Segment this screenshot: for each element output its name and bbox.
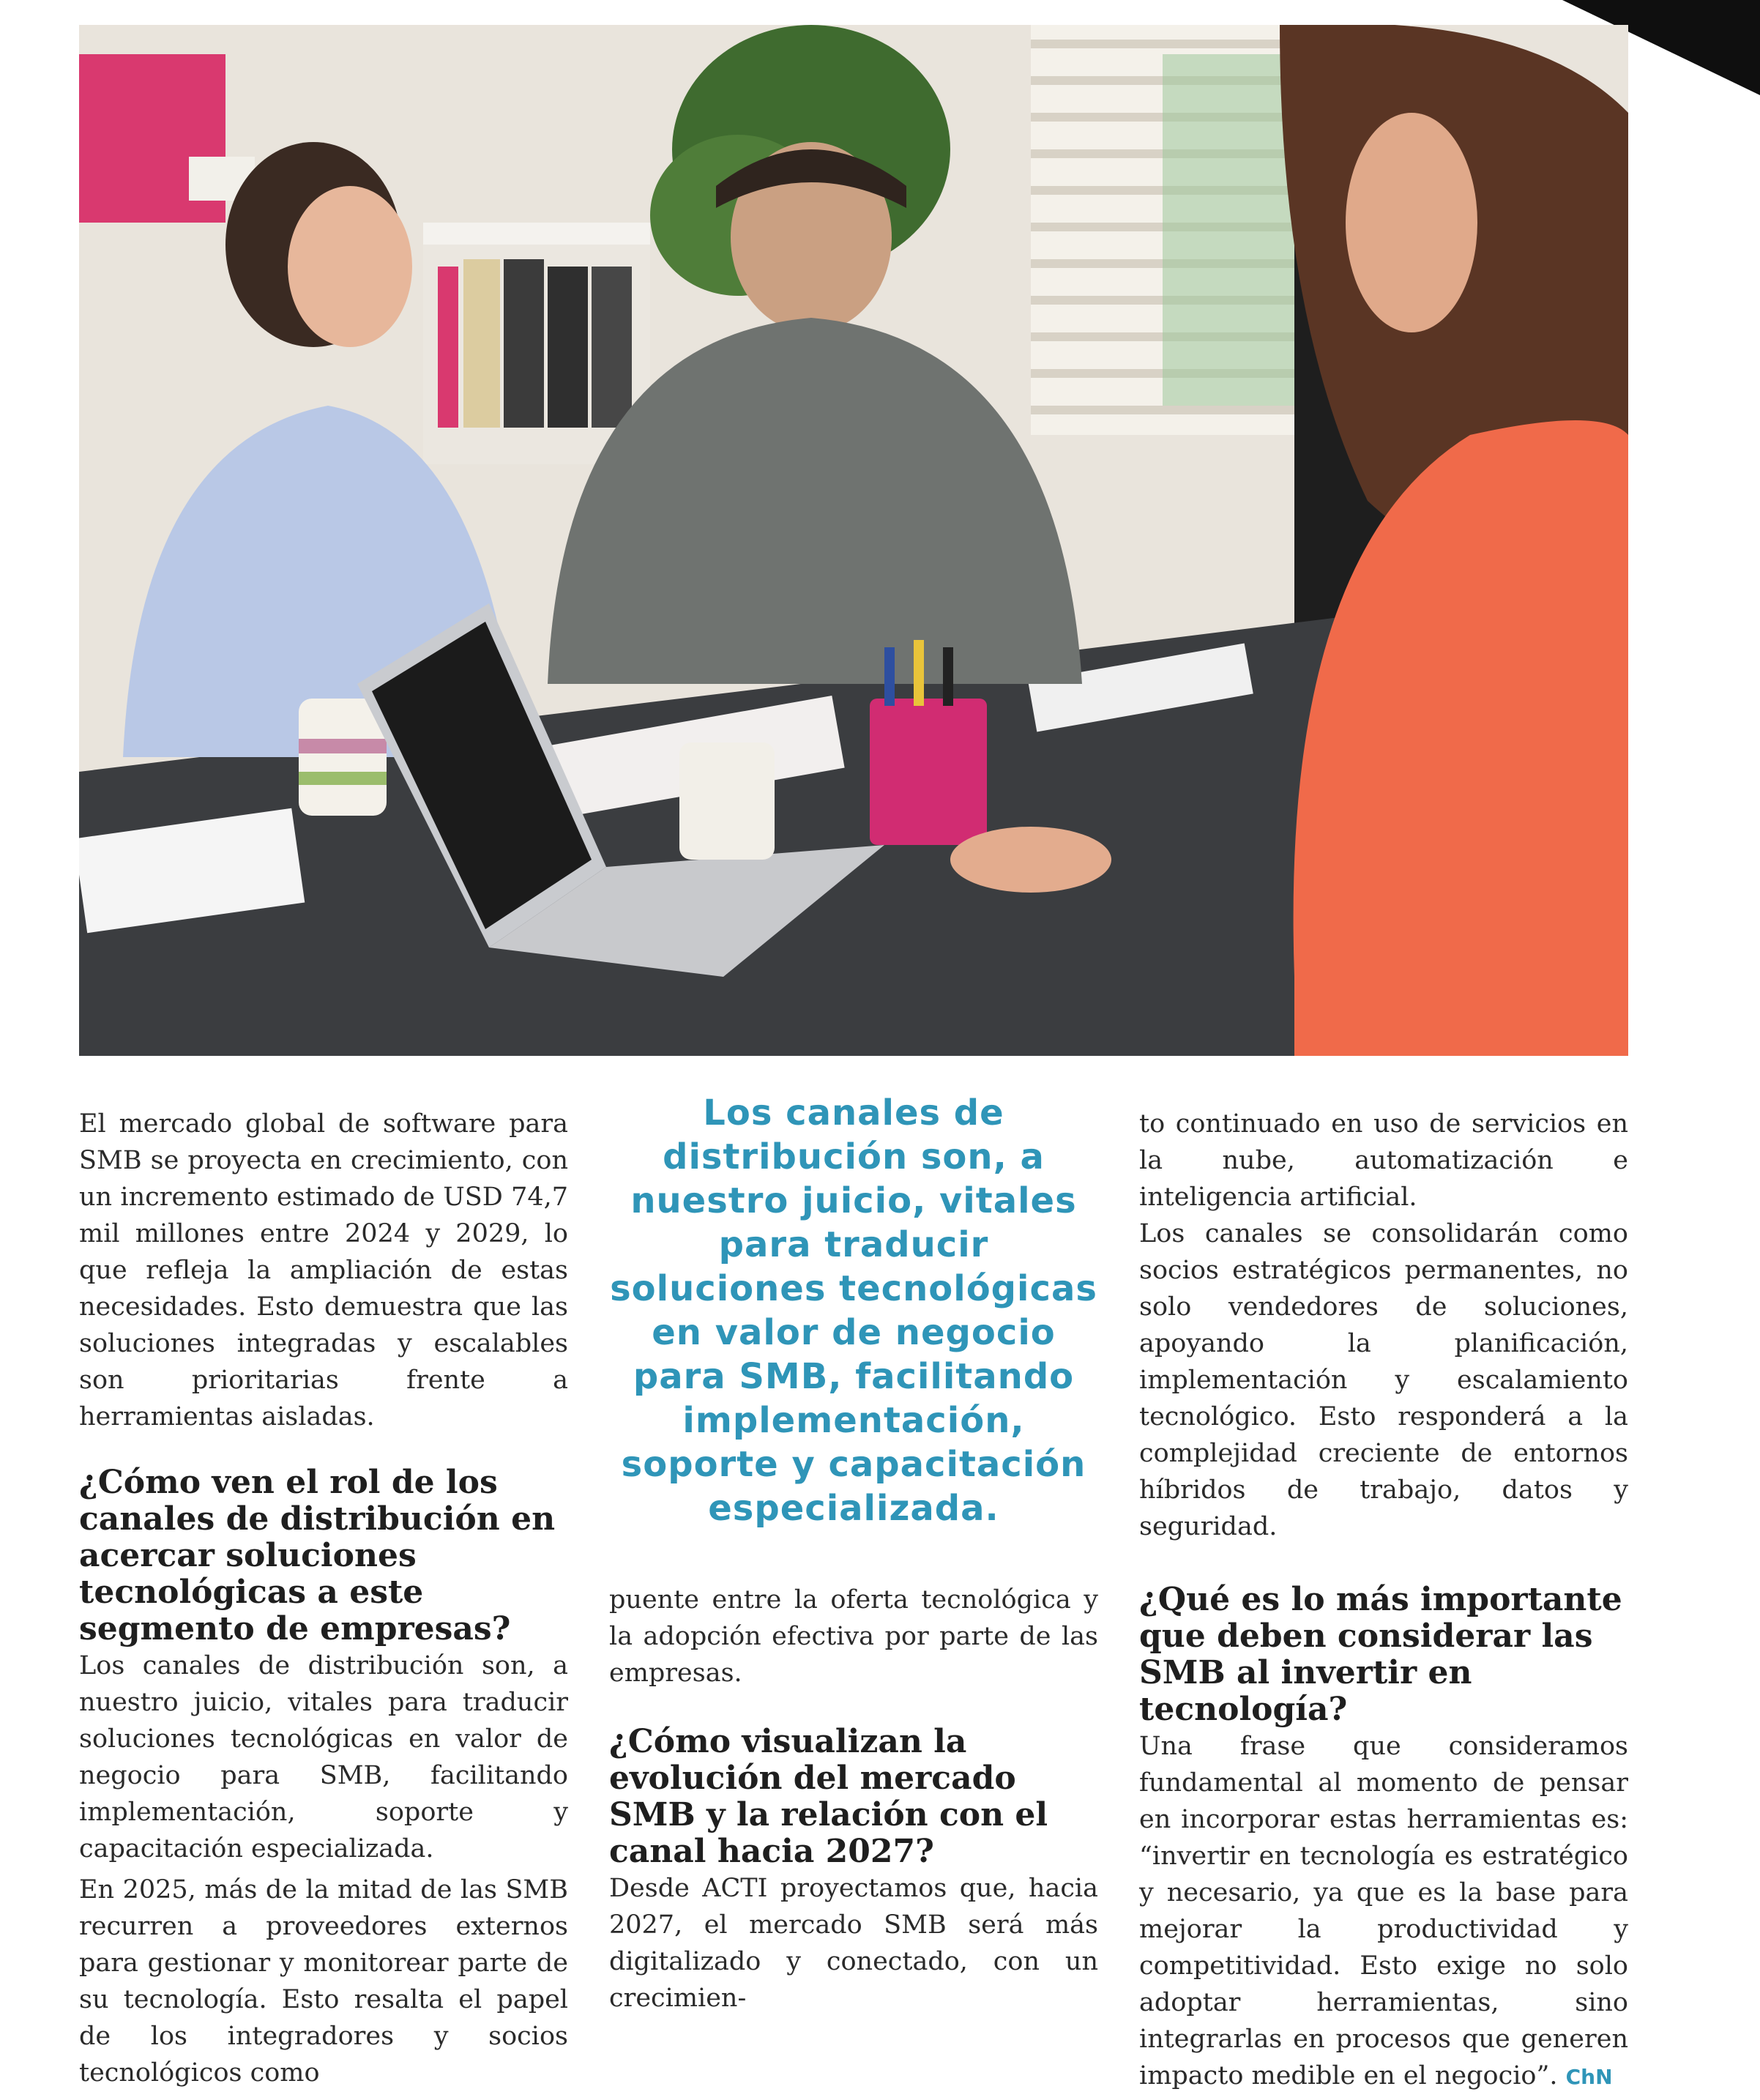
answer-3-paragraph — [1139, 1728, 1628, 2096]
question-heading-3: ¿Qué es lo más importante que deben considerar las SMB al invertir en tecnología? — [1139, 1581, 1622, 1728]
continuation-paragraph: to continuado en uso de servicios en la nube, automatización e inteligencia artificial. — [1139, 1109, 1628, 1212]
channels-paragraph: Los canales se consolidarán como socios estratégicos permanentes, no solo vendedores de soluciones, apoyando la planificación, implementación y escalamiento tecnológico. Esto responderá a la complejidad creciente de entornos híbridos de trabajo, datos y seguridad. — [1139, 1219, 1628, 1541]
question-heading-2: ¿Cómo visualizan la evolución del mercado SMB y la relación con el canal hacia 2027? — [609, 1723, 1048, 1870]
answer-2-paragraph: Desde ACTI proyectamos que, hacia 2027, el mercado SMB será más digitalizado y conectado, con un crecimien- — [609, 1874, 1098, 2013]
article-column-3 — [1139, 1106, 1628, 2100]
answer-1-paragraph-1: Los canales de distribución son, a nuestro juicio, vitales para traducir soluciones tecnológicas en valor de negocio para SMB, facilitando implementación, soporte y capacitación especializada. — [79, 1651, 568, 1863]
intro-paragraph: El mercado global de software para SMB se proyecta en crecimiento, con un incremento estimado de USD 74,7 mil millones entre 2024 y 2029, lo que refleja la ampliación de estas necesidades. Esto demuestra que las soluciones integradas y escalables son prioritarias frente a herramientas aisladas. — [79, 1109, 568, 1431]
article-column-1 — [79, 1106, 568, 2096]
article-column-2 — [609, 1582, 1098, 2021]
answer-1-paragraph-2: En 2025, más de la mitad de las SMB recurren a proveedores externos para gestionar y monitorear parte de su tecnología. Esto resalta el papel de los integradores y socios tecnológicos como — [79, 1875, 568, 2088]
continuation-paragraph: puente entre la oferta tecnológica y la adopción efectiva por parte de las empresas. — [609, 1585, 1098, 1688]
article-photo — [79, 25, 1628, 1056]
question-heading-1: ¿Cómo ven el rol de los canales de distribución en acercar soluciones tecnológicas a este segmento de empresas? — [79, 1464, 556, 1647]
answer-3-text: Una frase que consideramos fundamental al momento de pensar en incorporar estas herramientas es: “invertir en tecnología es estratégico y necesario, ya que es la base para mejorar la productividad y competitividad. Esto exige no solo adoptar herramientas, sino integrarlas en procesos que generen impacto medible en el negocio”. — [1139, 1732, 1628, 2090]
pull-quote: Los canales de distribución son, a nuestro juicio, vitales para traducir soluciones tecnológicas en valor de negocio para SMB, facilitando implementación, soporte y capacitación especializada. — [610, 1092, 1097, 1529]
author-signature: ChN — [1565, 2065, 1613, 2089]
